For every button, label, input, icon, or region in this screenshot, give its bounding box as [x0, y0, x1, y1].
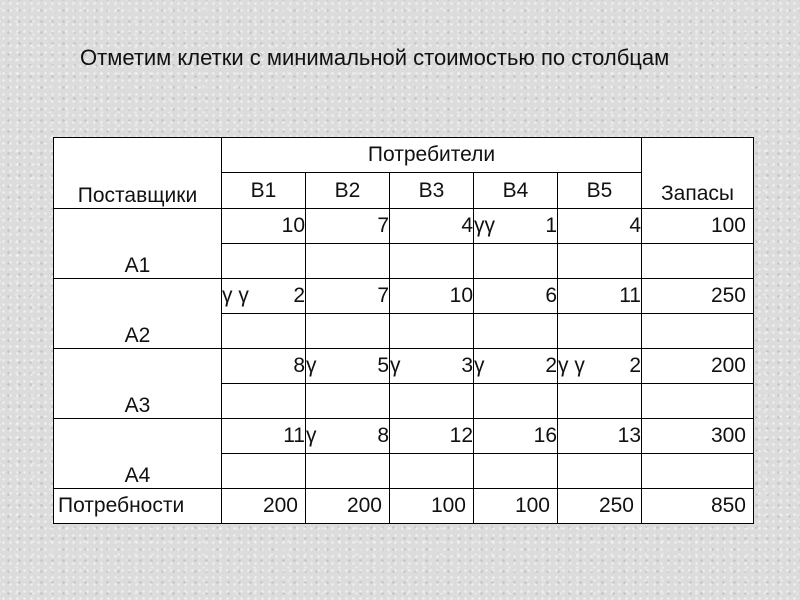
demand-value: 100	[474, 489, 558, 524]
mark: γ γ	[222, 284, 249, 307]
cost-value: 10	[449, 284, 473, 307]
cost-value: 4	[461, 214, 473, 237]
allocation-cell	[222, 244, 306, 279]
demand-value: 200	[306, 489, 390, 524]
cost-cell	[222, 419, 306, 454]
cost-value: 1	[545, 214, 557, 237]
allocation-cell	[642, 454, 754, 489]
cost-cell	[390, 349, 474, 384]
cost-cell	[306, 209, 390, 244]
cost-value: 7	[377, 214, 389, 237]
suppliers-header: Поставщики	[54, 138, 222, 209]
allocation-cell	[474, 314, 558, 349]
total-value: 850	[642, 489, 754, 524]
cost-value: 11	[619, 284, 641, 307]
cost-value: 3	[461, 354, 473, 377]
cost-cell	[474, 349, 558, 384]
cost-cell	[222, 279, 306, 314]
cost-value: 13	[617, 424, 641, 447]
cost-value: 5	[377, 354, 389, 377]
cost-cell	[390, 279, 474, 314]
mark: γ γ	[558, 354, 585, 377]
allocation-cell	[222, 384, 306, 419]
allocation-cell	[474, 244, 558, 279]
allocation-cell	[390, 384, 474, 419]
allocation-cell	[390, 454, 474, 489]
supplier-name: A2	[54, 279, 222, 349]
demand-label: Потребности	[54, 489, 222, 524]
cost-value: 12	[449, 424, 473, 447]
slide-title: Отметим клетки с минимальной стоимостью по столбцам	[80, 45, 670, 70]
supply-header: Запасы	[642, 138, 754, 209]
supply-value: 200	[642, 349, 754, 384]
supply-value: 100	[642, 209, 754, 244]
cost-cell	[474, 279, 558, 314]
cost-cell	[306, 349, 390, 384]
supplier-name: A4	[54, 419, 222, 489]
cost-value: 7	[377, 284, 389, 307]
allocation-cell	[642, 384, 754, 419]
column-header: B3	[390, 173, 474, 209]
cost-cell	[222, 209, 306, 244]
cost-value: 8	[293, 354, 305, 377]
supplier-name: A3	[54, 349, 222, 419]
supplier-name: A1	[54, 209, 222, 279]
cost-value: 6	[545, 284, 557, 307]
consumers-header: Потребители	[222, 138, 642, 173]
allocation-cell	[222, 454, 306, 489]
column-header: B1	[222, 173, 306, 209]
allocation-cell	[390, 314, 474, 349]
cost-cell	[222, 349, 306, 384]
cost-value: 2	[545, 354, 557, 377]
demand-value: 100	[390, 489, 474, 524]
allocation-cell	[474, 384, 558, 419]
cost-value: 8	[377, 424, 389, 447]
allocation-cell	[558, 314, 642, 349]
demand-value: 250	[558, 489, 642, 524]
allocation-cell	[642, 314, 754, 349]
allocation-cell	[306, 454, 390, 489]
mark: γ	[306, 424, 317, 447]
cost-cell	[390, 209, 474, 244]
mark: γ	[306, 354, 317, 377]
mark: γ	[390, 354, 401, 377]
cost-value: 2	[293, 284, 305, 307]
mark: γγ	[474, 214, 495, 237]
cost-cell	[306, 279, 390, 314]
supply-value: 250	[642, 279, 754, 314]
cost-value: 4	[629, 214, 641, 237]
cost-cell	[558, 209, 642, 244]
allocation-cell	[306, 314, 390, 349]
allocation-cell	[306, 244, 390, 279]
supply-value: 300	[642, 419, 754, 454]
allocation-cell	[558, 454, 642, 489]
allocation-cell	[642, 244, 754, 279]
allocation-cell	[474, 454, 558, 489]
cost-value: 16	[533, 424, 557, 447]
column-header: B2	[306, 173, 390, 209]
column-header: B4	[474, 173, 558, 209]
mark: γ	[474, 354, 485, 377]
allocation-cell	[306, 384, 390, 419]
cost-cell	[474, 419, 558, 454]
cost-cell	[558, 279, 642, 314]
allocation-cell	[558, 244, 642, 279]
cost-cell	[390, 419, 474, 454]
cost-cell	[558, 419, 642, 454]
cost-value: 11	[283, 424, 305, 447]
allocation-cell	[390, 244, 474, 279]
allocation-cell	[222, 314, 306, 349]
cost-cell	[558, 349, 642, 384]
allocation-cell	[558, 384, 642, 419]
cost-value: 10	[281, 214, 305, 237]
column-header: B5	[558, 173, 642, 209]
transport-table	[53, 137, 754, 524]
demand-value: 200	[222, 489, 306, 524]
cost-value: 2	[629, 354, 641, 377]
cost-cell	[474, 209, 558, 244]
cost-cell	[306, 419, 390, 454]
